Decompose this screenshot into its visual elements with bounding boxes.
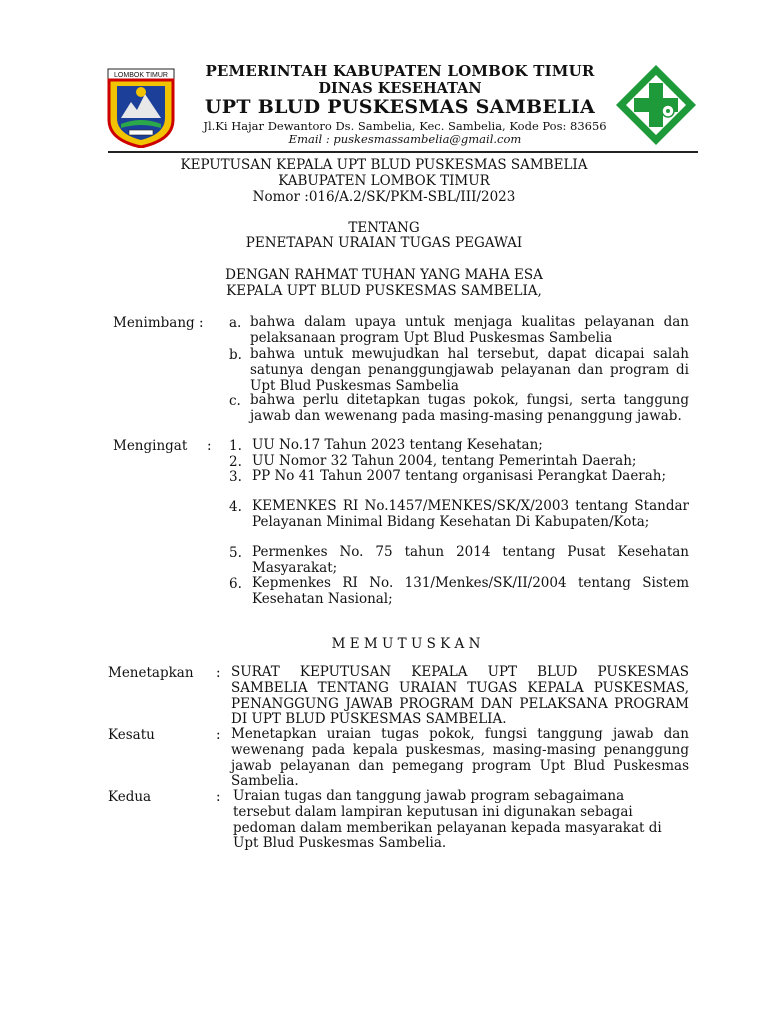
kedua-label: Kedua: [108, 789, 152, 805]
puskesmas-cross-icon: [614, 63, 698, 147]
mengingat-item-3: PP No 41 Tahun 2007 tentang organisasi Perangkat Daerah;: [252, 468, 667, 484]
institution-name: UPT BLUD PUSKESMAS SAMBELIA: [204, 96, 596, 118]
lombok-timur-emblem: [107, 68, 175, 148]
mengingat-colon: :: [207, 438, 212, 454]
menetapkan-label: Menetapkan: [108, 665, 194, 681]
menimbang-item-b: bahwa untuk mewujudkan hal tersebut, dapat dicapai salah satunya dengan penanggungjawab pelayanan dan program di Upt Blud Puskesmas Sambelia: [250, 346, 689, 394]
mengingat-marker-1: 1.: [229, 438, 242, 454]
agency-name: DINAS KESEHATAN: [318, 80, 482, 97]
address: Jl.Ki Hajar Dewantoro Ds. Sambelia, Kec. Sambelia, Kode Pos: 83656: [203, 119, 607, 133]
mengingat-item-4: KEMENKES RI No.1457/MENKES/SK/X/2003 tentang Standar Pelayanan Minimal Bidang Kesehatan Di Kabupaten/Kota;: [252, 498, 689, 530]
menimbang-marker-b: b.: [229, 347, 242, 363]
kedua-text: Uraian tugas dan tanggung jawab program sebagaimana tersebut dalam lampiran keputusan ini digunakan sebagai pedoman dalam memberikan pelayanan kepada masyarakat di Upt Blud Puskesmas Sambelia.: [233, 788, 662, 852]
decree-subject: PENETAPAN URAIAN TUGAS PEGAWAI: [245, 235, 523, 251]
menimbang-label: Menimbang :: [113, 315, 204, 331]
invocation: DENGAN RAHMAT TUHAN YANG MAHA ESA: [225, 267, 543, 283]
mengingat-label: Mengingat: [113, 438, 188, 454]
decree-regency: KABUPATEN LOMBOK TIMUR: [278, 173, 490, 189]
issuer: KEPALA UPT BLUD PUSKESMAS SAMBELIA,: [226, 283, 542, 299]
tentang-heading: TENTANG: [348, 220, 420, 236]
decree-number: Nomor :016/A.2/SK/PKM-SBL/III/2023: [252, 189, 516, 205]
menetapkan-text: SURAT KEPUTUSAN KEPALA UPT BLUD PUSKESMAS SAMBELIA TENTANG URAIAN TUGAS KEPALA PUSKESMAS, PENANGGUNG JAWAB PROGRAM DAN PELAKSANA PROGRAM DI UPT BLUD PUSKESMAS SAMBELIA.: [231, 664, 689, 728]
kesatu-text: Menetapkan uraian tugas pokok, fungsi tanggung jawab dan wewenang pada kepala puskesmas, masing-masing penanggung jawab pelayanan dan pemegang program Upt Blud Puskesmas Sambelia.: [231, 726, 689, 790]
mengingat-item-1: UU No.17 Tahun 2023 tentang Kesehatan;: [252, 437, 543, 453]
government-name: PEMERINTAH KABUPATEN LOMBOK TIMUR: [205, 62, 595, 80]
menimbang-marker-c: c.: [229, 393, 241, 409]
memutuskan-heading: M E M U T U S K A N: [331, 636, 481, 652]
mengingat-item-6: Kepmenkes RI No. 131/Menkes/SK/II/2004 tentang Sistem Kesehatan Nasional;: [252, 575, 689, 607]
mengingat-marker-3: 3.: [229, 469, 242, 485]
kesatu-colon: :: [216, 727, 221, 743]
kesatu-label: Kesatu: [108, 727, 155, 743]
menimbang-marker-a: a.: [229, 315, 242, 331]
kedua-colon: :: [216, 789, 221, 805]
emblem-text: LOMBOK TIMUR: [114, 72, 168, 79]
mengingat-marker-5: 5.: [229, 545, 242, 561]
decree-title: KEPUTUSAN KEPALA UPT BLUD PUSKESMAS SAMBELIA: [180, 157, 588, 173]
mengingat-item-5: Permenkes No. 75 tahun 2014 tentang Pusat Kesehatan Masyarakat;: [252, 544, 689, 576]
menimbang-item-a: bahwa dalam upaya untuk menjaga kualitas pelayanan dan pelaksanaan program Upt Blud Puskesmas Sambelia: [250, 314, 689, 346]
email: Email : puskesmassambelia@gmail.com: [288, 132, 522, 146]
mengingat-marker-6: 6.: [229, 576, 242, 592]
menimbang-item-c: bahwa perlu ditetapkan tugas pokok, fungsi, serta tanggung jawab dan wewenang pada masing-masing penanggung jawab.: [250, 392, 689, 424]
mengingat-item-2: UU Nomor 32 Tahun 2004, tentang Pemerintah Daerah;: [252, 453, 637, 469]
mengingat-marker-2: 2.: [229, 454, 242, 470]
letterhead-divider: [108, 151, 698, 153]
mengingat-marker-4: 4.: [229, 499, 242, 515]
menetapkan-colon: :: [216, 665, 221, 681]
